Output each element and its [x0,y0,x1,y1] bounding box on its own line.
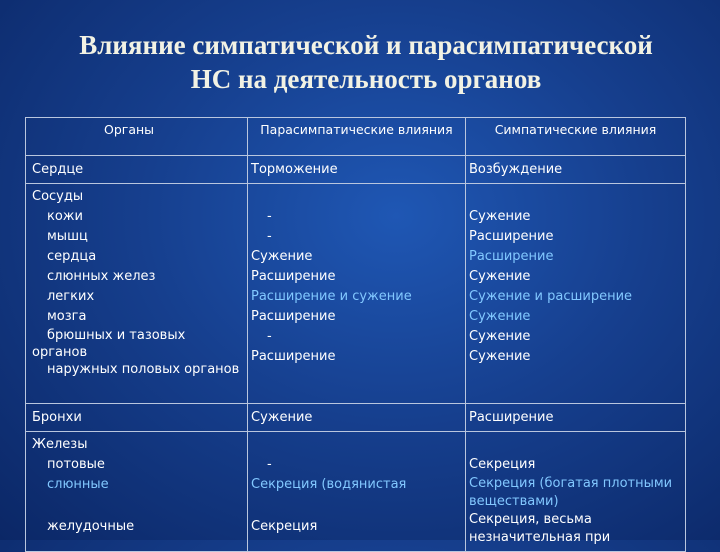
symp-heart-vessels: Расширение [469,249,554,264]
symp-genital: Сужение [469,349,531,364]
symp-salivary: Сужение [469,269,531,284]
organ-heart: Сердце [32,162,84,177]
table-header-row [26,118,686,156]
para-heart: Торможение [251,162,338,177]
symp-abdominal: Сужение [469,329,531,344]
cell-para [248,184,466,404]
organ-brain: мозга [47,309,87,324]
cell-organ [26,404,248,432]
cell-organ [26,184,248,404]
symp-brain: Сужение [469,309,531,324]
para-lungs: Расширение и сужение [251,289,412,304]
title-line-1: Влияние симпатической и парасимпатической [79,30,653,60]
symp-muscle: Расширение [469,229,554,244]
cell-para [248,432,466,552]
para-muscle: - [267,229,272,244]
symp-skin: Сужение [469,209,531,224]
para-sweat: - [267,457,272,472]
organ-sweat: потовые [47,457,105,472]
para-heart-vessels: Сужение [251,249,313,264]
cell-symp [466,156,686,184]
para-genital: Расширение [251,349,336,364]
header-parasympathetic: Парасимпатические влияния [248,118,466,156]
symp-heart: Возбуждение [469,162,563,177]
organ-abdominal: брюшных и тазовых органов [32,328,186,360]
cell-symp [466,184,686,404]
para-salivary: Расширение [251,269,336,284]
organ-heart-vessels: сердца [47,249,97,264]
table-row [26,156,686,184]
organ-lungs: легких [47,289,95,304]
vessels-group-label: Сосуды [32,189,84,204]
table-row [26,432,686,552]
symp-lungs: Сужение и расширение [469,289,633,304]
para-brain: Расширение [251,309,336,324]
symp-salivary-glands: Секреция (богатая плотными веществами) [469,476,673,509]
title-line-2: НС на деятельность органов [190,64,542,94]
cell-organ [26,156,248,184]
symp-sweat: Секреция [469,457,536,472]
cell-symp [466,432,686,552]
organ-bronchi: Бронхи [32,410,82,425]
symp-bronchi: Расширение [469,410,554,425]
table-row [26,184,686,404]
organ-genital: наружных половых органов [47,362,240,377]
header-organs: Органы [26,118,248,156]
influence-table [25,117,686,552]
cell-organ [26,432,248,552]
header-sympathetic: Симпатические влияния [466,118,686,156]
para-gastric: Секреция [251,519,318,534]
cell-para [248,156,466,184]
organ-gastric: желудочные [47,519,135,534]
organ-salivary-glands: слюнные [47,477,109,492]
symp-gastric: Секреция, весьма незначительная при [469,512,611,545]
slide-title [0,28,720,96]
organ-skin: кожи [47,209,83,224]
organ-muscle: мышц [47,229,88,244]
glands-group-label: Железы [32,437,88,452]
cell-para [248,404,466,432]
para-abdominal: - [267,329,272,344]
para-bronchi: Сужение [251,410,313,425]
cell-symp [466,404,686,432]
table-row [26,404,686,432]
para-skin: - [267,209,272,224]
para-salivary-glands: Секреция (водянистая [251,477,407,492]
organ-salivary: слюнных желез [47,269,156,284]
